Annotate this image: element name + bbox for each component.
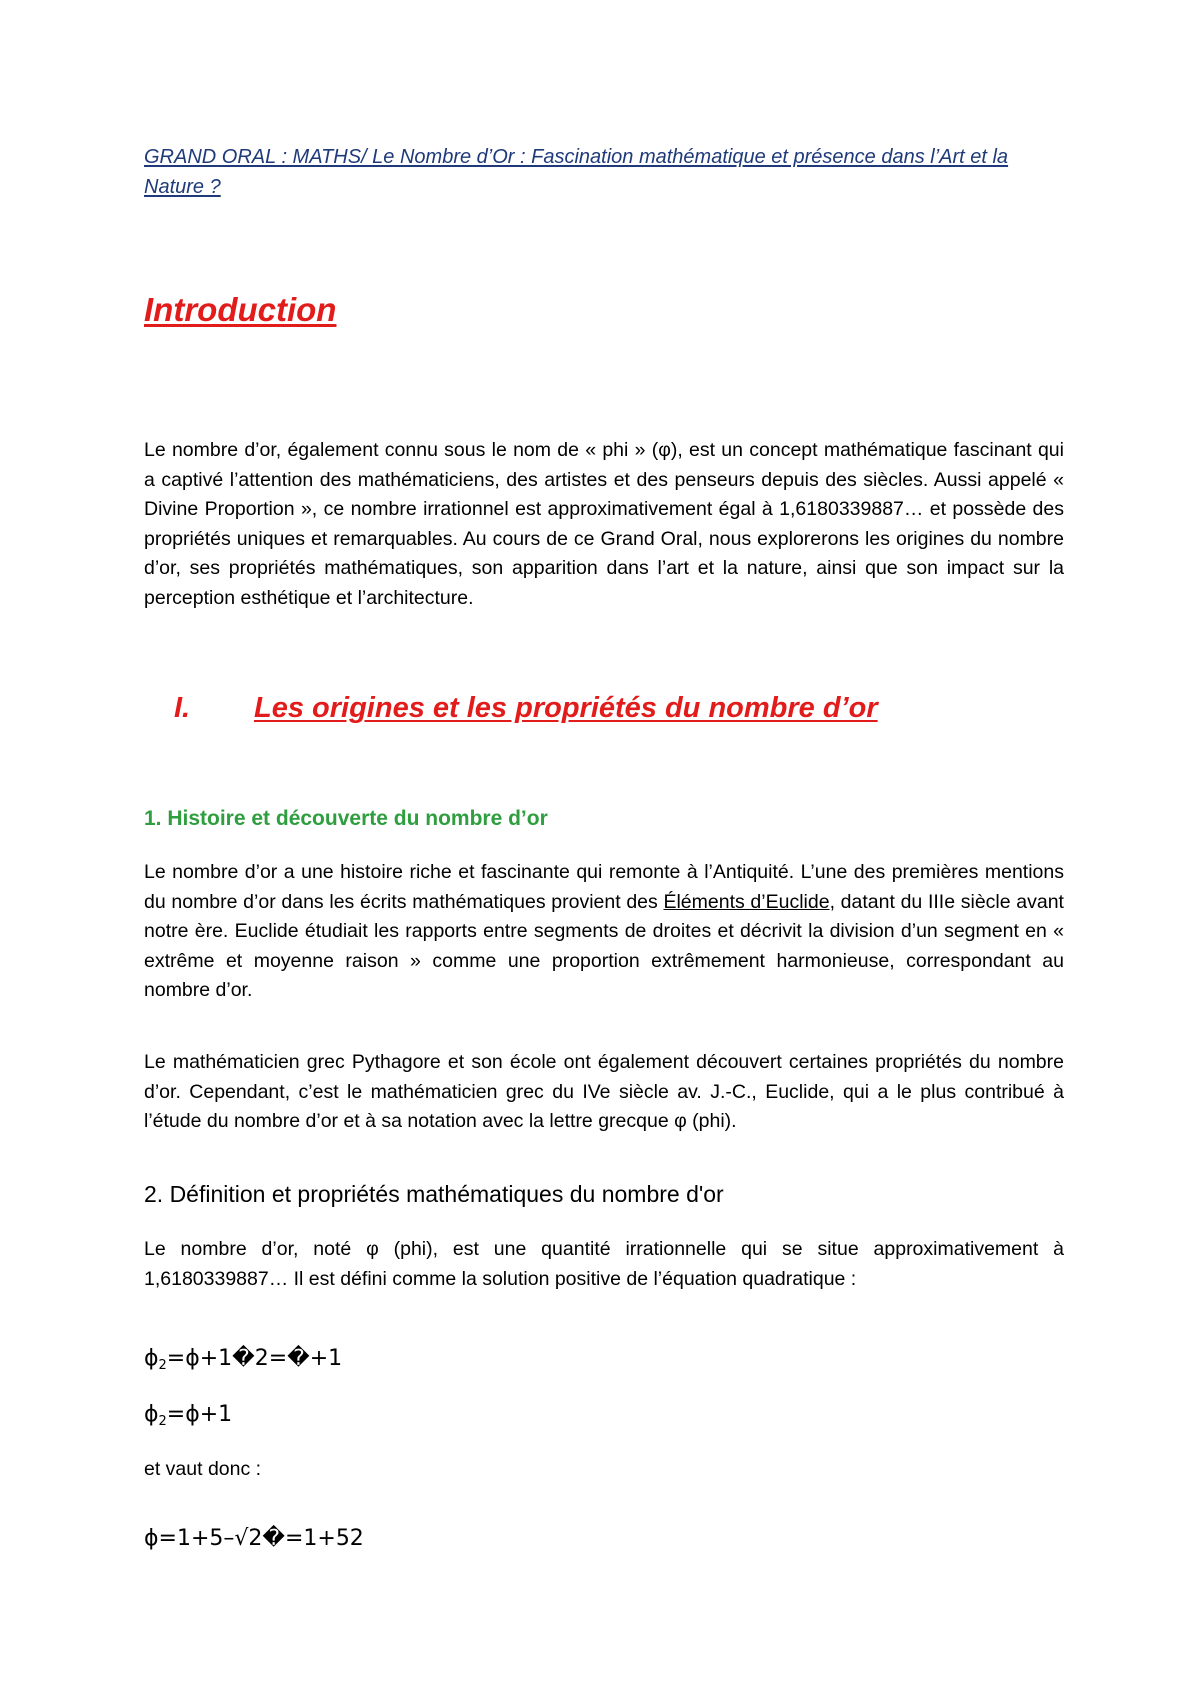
history-paragraph-2: Le mathématicien grec Pythagore et son école ont également découvert certaines propriétés du nombre d’or. Cependant, c’est le mathématicien grec du IVe siècle av. J.-C., Euclide, qui a le plus contribué à l’étude du nombre d’or et à sa notation avec la lettre grecque φ (phi). (144, 1051, 1064, 1132)
equation-2 (144, 1400, 1064, 1437)
history-paragraph-1-start: Le nombre d’or a une histoire riche et fascinante qui remonte à l’Antiquité. L’une des premières mentions du nombre d’or dans les écrits mathématiques provient des (144, 861, 1064, 913)
section-1-heading (174, 688, 1074, 728)
history-paragraph-1 (144, 858, 1064, 1006)
document-title: GRAND ORAL : MATHS/ Le Nombre d’Or : Fascination mathématique et présence dans l’Art et la Nature ? (144, 146, 1009, 198)
elements-euclide-reference: Éléments d’Euclide (663, 890, 830, 913)
equation-1-phi: ϕ (144, 1346, 159, 1371)
subsection-1-heading: 1. Histoire et découverte du nombre d’or (144, 807, 548, 830)
history-paragraph-1-end: , datant du IIIe siècle avant notre ère. Euclide étudiait les rapports entre segments de droites et décrivit la division d’un segment en « extrême et moyenne raison » comme une proportion extrêmement harmonieuse, correspondant au nombre d’or. (144, 890, 1064, 1001)
introduction-heading: Introduction (144, 291, 337, 328)
introduction-paragraph: Le nombre d’or, également connu sous le nom de « phi » (φ), est un concept mathématique fascinant qui a captivé l’attention des mathématiciens, des artistes et des penseurs depuis des siècles. Aussi appelé « Divine Proportion », ce nombre irrationnel est approximativement égal à 1,6180339887… et possède des propriétés uniques et remarquables. Au cours de ce Grand Oral, nous explorerons les origines du nombre d’or, ses propriétés mathématiques, son apparition dans l’art et la nature, ainsi que son impact sur la perception esthétique et l’architecture. (144, 439, 1064, 609)
equation-2-rest: =ϕ+1 (166, 1402, 233, 1427)
definition-paragraph: Le nombre d’or, noté φ (phi), est une quantité irrationnelle qui se situe approximativement à 1,6180339887… Il est défini comme la solution positive de l’équation quadratique : (144, 1238, 1064, 1290)
equation-label: et vaut donc : (144, 1458, 262, 1480)
equation-1-exponent: 2 (158, 1358, 167, 1373)
equation-2-exponent: 2 (158, 1414, 167, 1429)
subsection-2-heading: 2. Définition et propriétés mathématiques du nombre d'or (144, 1181, 724, 1207)
section-1-title: Les origines et les propriétés du nombre d’or (254, 692, 878, 724)
equation-1 (144, 1344, 1064, 1381)
equation-1-rest: =ϕ+1�2=�+1 (166, 1346, 343, 1371)
equation-2-phi: ϕ (144, 1402, 159, 1427)
equation-3: ϕ=1+5–√2�=1+52 (144, 1526, 364, 1551)
section-1-number: I. (174, 692, 191, 724)
